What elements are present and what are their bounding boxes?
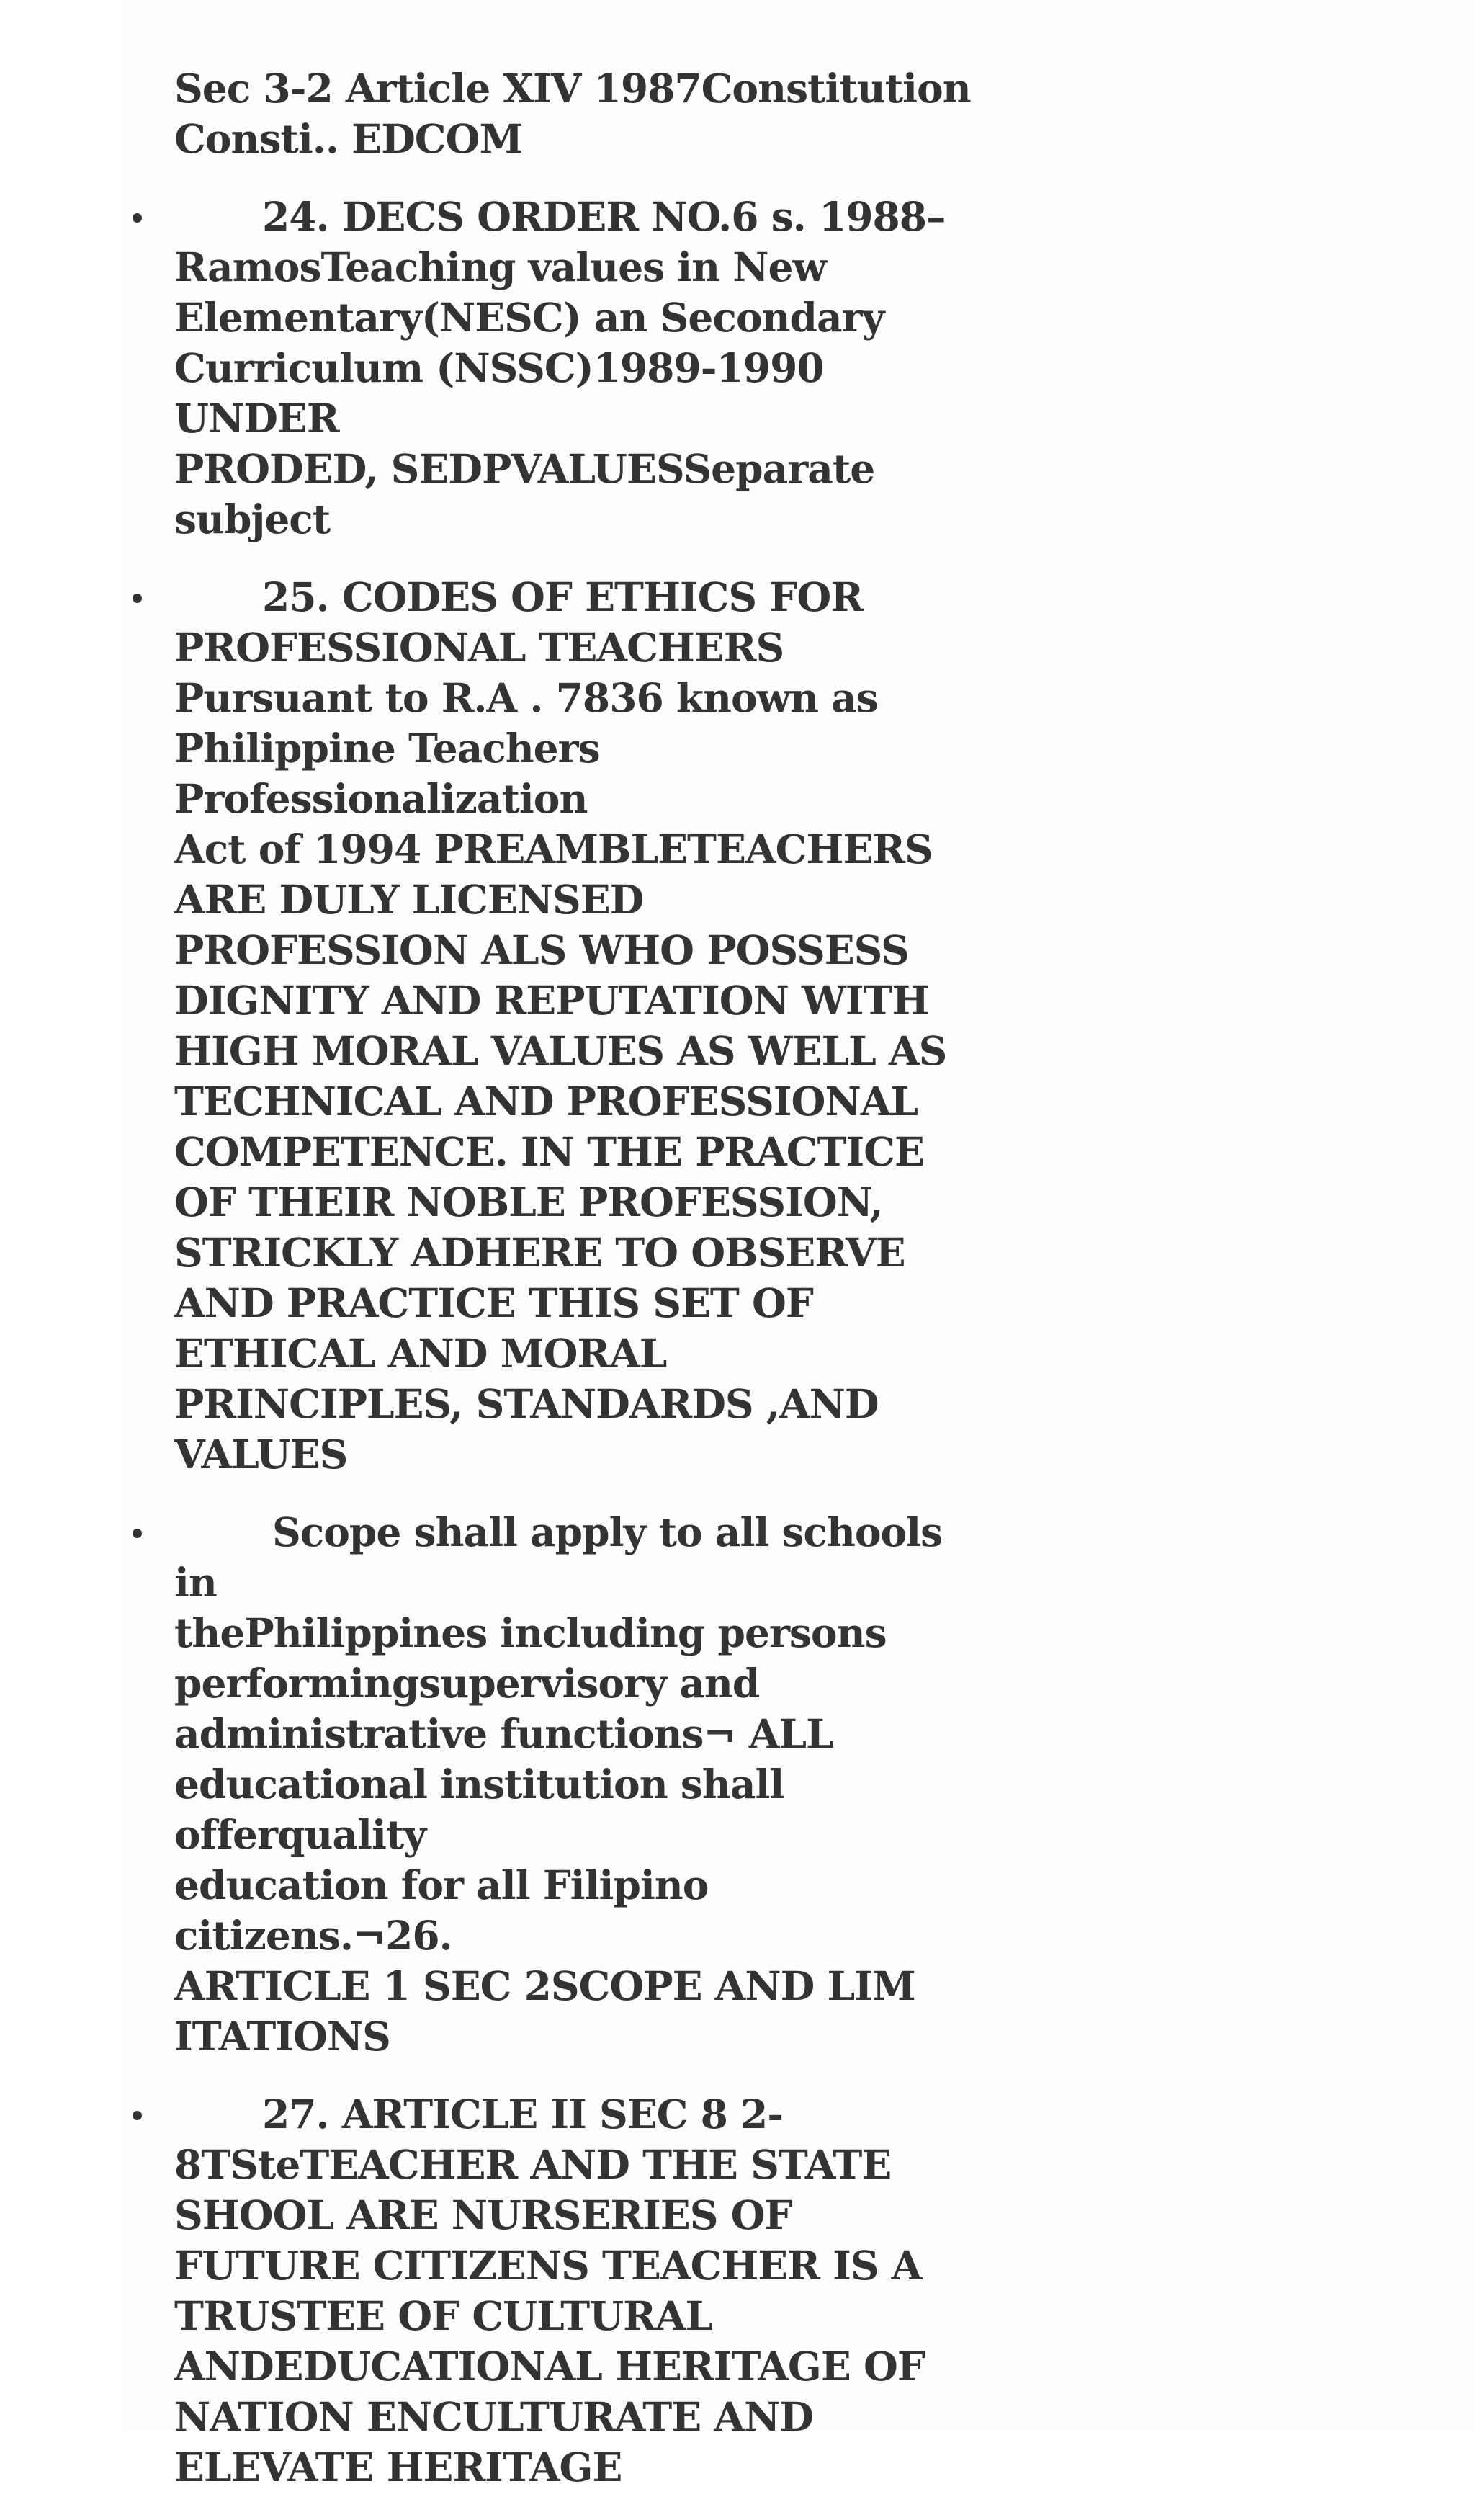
item-line: PROFESSIONAL TEACHERS — [174, 624, 784, 671]
item-line: COMPETENCE. IN THE PRACTICE — [174, 1128, 924, 1175]
item-line: ETHICAL AND MORAL — [174, 1330, 667, 1377]
item-line: ARTICLE 1 SEC 2SCOPE AND LIM — [174, 1962, 915, 2009]
item-line: RamosTeaching values in New — [174, 243, 826, 290]
item-line: HIGH MORAL VALUES AS WELL AS — [174, 1027, 947, 1074]
item-line: STRICKLY ADHERE TO OBSERVE — [174, 1229, 905, 1276]
bullet-icon — [133, 2111, 142, 2120]
list-item — [174, 572, 981, 1480]
list-item — [174, 192, 981, 545]
item-line: 8TSteTEACHER AND THE STATE — [174, 2141, 892, 2188]
item-line: Act of 1994 PREAMBLETEACHERS — [174, 826, 933, 872]
bullet-icon — [133, 213, 142, 223]
bullet-icon — [133, 594, 142, 603]
item-line: TECHNICAL AND PROFESSIONAL — [174, 1078, 918, 1125]
item-line: subject — [174, 496, 331, 542]
item-line: ITATIONS — [174, 2013, 390, 2060]
item-line: 25. CODES OF ETHICS FOR — [262, 573, 863, 620]
item-line: 27. ARTICLE II SEC 8 2- — [262, 2091, 784, 2137]
item-line: SHOOL ARE NURSERIES OF — [174, 2191, 792, 2238]
item-line: PRODED, SEDPVALUESSeparate — [174, 445, 875, 492]
item-line: OF THEIR NOBLE PROFESSION, — [174, 1179, 883, 1225]
item-line: PROFESSION ALS WHO POSSESS — [174, 926, 909, 973]
item-line: Elementary(NESC) an Secondary — [174, 294, 884, 341]
lead-line: Consti.. EDCOM — [174, 115, 523, 162]
item-line: thePhilippines including persons — [174, 1609, 887, 1656]
bullet-list — [174, 192, 981, 2493]
item-line: PRINCIPLES, STANDARDS ,AND — [174, 1380, 879, 1427]
item-line: Philippine Teachers Professionalization — [174, 725, 600, 822]
item-line: administrative functions¬ ALL — [174, 1710, 833, 1757]
bullet-icon — [133, 1529, 142, 1538]
list-item — [174, 2089, 981, 2493]
item-line: educational institution shall offerquality — [174, 1761, 784, 1858]
item-line: ANDEDUCATIONAL HERITAGE OF — [174, 2343, 925, 2390]
item-line: 24. DECS ORDER NO.6 s. 1988– — [262, 193, 946, 240]
item-line: DIGNITY AND REPUTATION WITH — [174, 977, 929, 1024]
item-line: ARE DULY LICENSED — [174, 876, 644, 923]
item-line: NATION ENCULTURATE AND — [174, 2393, 813, 2440]
item-line: Curriculum (NSSC)1989-1990 UNDER — [174, 344, 824, 442]
item-line: AND PRACTICE THIS SET OF — [174, 1279, 813, 1326]
list-item — [174, 1507, 981, 2062]
item-line: ELEVATE HERITAGE — [174, 2444, 622, 2490]
item-line: performingsupervisory and — [174, 1660, 760, 1707]
item-line: TRUSTEE OF CULTURAL — [174, 2292, 713, 2339]
item-line: Pursuant to R.A . 7836 known as — [174, 674, 878, 721]
lead-line: Sec 3-2 Article XIV 1987Constitution — [174, 65, 971, 112]
document-body — [174, 63, 981, 2520]
item-line: Scope shall apply to all schools in — [174, 1509, 943, 1606]
item-line: education for all Filipino citizens.¬26. — [174, 1862, 709, 1959]
lead-paragraph — [174, 63, 981, 164]
item-line: FUTURE CITIZENS TEACHER IS A — [174, 2242, 922, 2289]
item-line: VALUES — [174, 1431, 348, 1478]
